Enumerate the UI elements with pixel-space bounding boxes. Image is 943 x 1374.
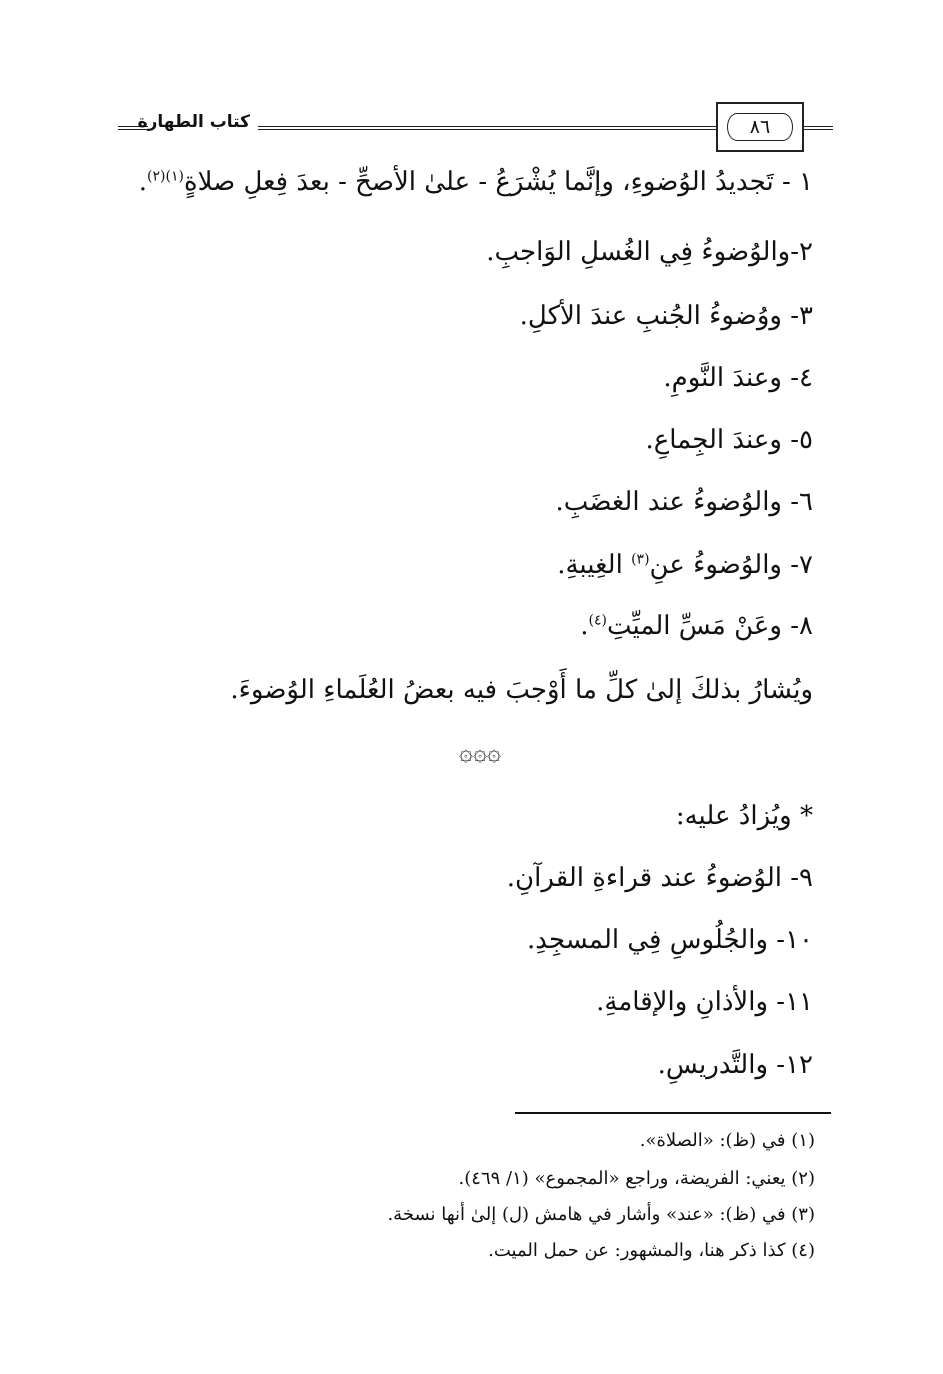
section-ornament-icon: ۞۞۞	[458, 738, 502, 766]
footnote-ref[interactable]: (٤)	[588, 612, 607, 629]
footnote-ref[interactable]: (١)(٢)	[147, 168, 184, 185]
footnote-1: (١) في (ظ): «الصلاة».	[639, 1130, 815, 1151]
line-text: ويُشارُ بذلكَ إلىٰ كلِّ ما أَوْجبَ فيه بعضُ العُلَماءِ الوُضوءَ.	[230, 675, 813, 705]
addition-line-1: ٩- الوُضوءُ عند قراءةِ القرآنِ.	[506, 863, 813, 893]
addition-line-4: ١٢- والتَّدريسِ.	[657, 1050, 813, 1080]
text-line-6	[556, 482, 813, 522]
addition-line-2: ١٠- والجُلُوسِ فِي المسجِدِ.	[527, 925, 813, 955]
line-text: ٣- ووُضوءُ الجُنبِ عندَ الأكلِ.	[519, 301, 813, 331]
line-text: ١ - تَجديدُ الوُضوءِ، وإنَّما يُشْرَعُ - علىٰ الأصحِّ - بعدَ فِعلِ صلاةٍ	[183, 167, 813, 197]
running-title: كتاب الطهارة	[137, 112, 250, 132]
line-text: ٥- وعندَ الجِماعِ.	[645, 425, 813, 455]
text-line-3	[520, 296, 813, 336]
text-line-4	[663, 358, 813, 398]
line-text: ٤- وعندَ النَّومِ.	[663, 363, 813, 393]
line-text: ٢-والوُضوءُ فِي الغُسلِ الوَاجبِ.	[486, 237, 813, 267]
text-line-8	[580, 606, 813, 646]
line-text: ٦- والوُضوءُ عند الغضَبِ.	[555, 487, 813, 517]
footnote-2: (٢) يعني: الفريضة، وراجع «المجموع» (١/ ٤٦٩).	[458, 1168, 815, 1189]
page-header	[118, 100, 833, 160]
line-end: الغِيبةِ.	[557, 550, 632, 580]
page-number-frame	[716, 102, 804, 152]
line-end: .	[138, 167, 148, 197]
addition-heading: * ويُزادُ عليه:	[675, 801, 813, 831]
addition-line-3: ١١- والأذانِ والإقامةِ.	[596, 987, 813, 1017]
header-rule-right	[808, 126, 833, 130]
line-text: ٨- وعَنْ مَسِّ الميِّتِ	[606, 611, 813, 641]
footnote-3: (٣) في (ظ): «عند» وأشار في هامش (ل) إلىٰ أنها نسخة.	[387, 1204, 815, 1225]
footnote-separator	[515, 1112, 831, 1114]
footnote-4: (٤) كذا ذكر هنا، والمشهور: عن حمل الميت.	[488, 1240, 815, 1261]
line-end: .	[580, 611, 589, 641]
line-text: ٧- والوُضوءُ عنِ	[649, 550, 813, 580]
text-line-5	[645, 420, 813, 460]
footnote-ref[interactable]: (٣)	[631, 551, 650, 568]
text-line-9	[230, 670, 813, 710]
text-line-2	[486, 232, 813, 272]
text-line-1	[139, 162, 813, 202]
text-line-7	[557, 545, 813, 585]
page-number: ٨٦	[727, 113, 793, 141]
